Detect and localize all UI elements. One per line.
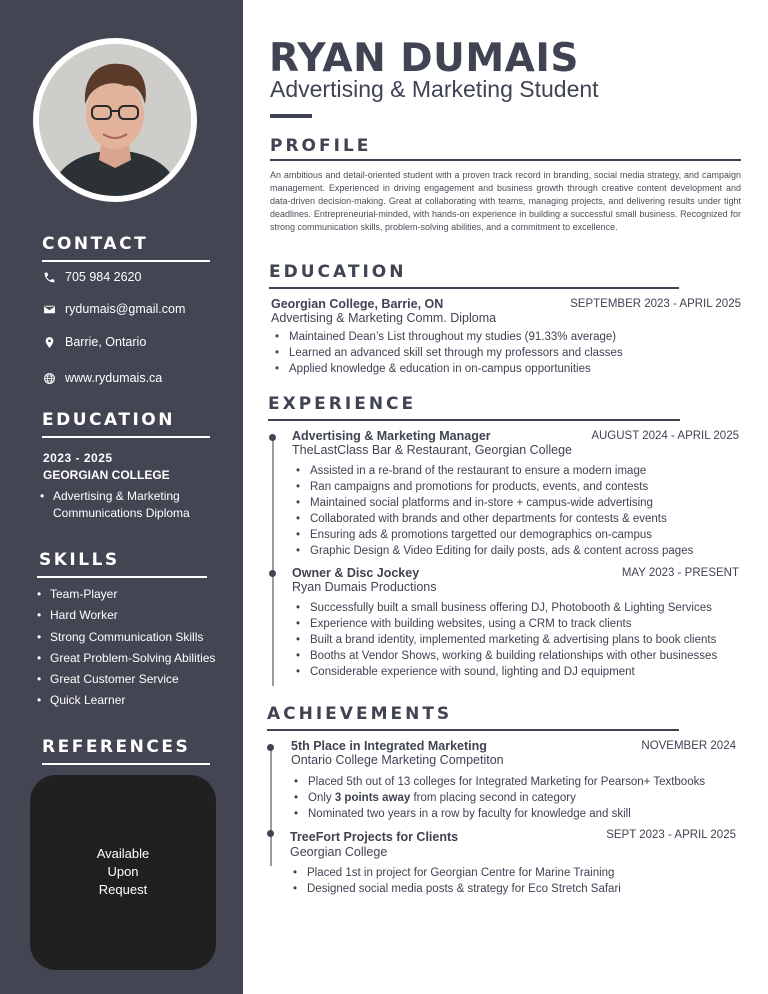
list-item: • Advertising & Marketing Communications Diploma [40,488,230,522]
contact-location [42,335,146,349]
skill-item: • Team-Player [37,586,237,607]
education-dates: SEPTEMBER 2023 - APRIL 2025 [570,298,741,310]
job-dates: AUGUST 2024 - APRIL 2025 [591,430,739,442]
job-title: Advertising & Marketing Manager [292,429,491,443]
education-school: Georgian College, Barrie, ON [271,297,444,311]
achievement-dates: NOVEMBER 2024 [641,740,736,752]
contact-heading: CONTACT [42,234,149,254]
sidebar-education-divider [42,436,210,438]
list-item: • Experience with building websites, using a CRM to track clients [292,616,717,632]
list-item: • Maintained social platforms and in-store + campus-wide advertising [292,495,693,511]
timeline-dot [269,570,276,577]
references-heading: REFERENCES [42,737,191,757]
achievements-divider [267,729,679,731]
achievement-bullets [290,774,705,822]
list-item: • Learned an advanced skill set through my professors and classes [271,345,623,361]
list-item: • Only 3 points away from placing second in category [290,790,705,806]
list-item: • Booths at Vendor Shows, working & building relationships with other businesses [292,648,717,664]
job-title: Owner & Disc Jockey [292,566,420,580]
candidate-title: Advertising & Marketing Student [270,76,599,102]
achievements-timeline [270,748,272,866]
person-portrait-icon [39,44,191,196]
contact-location-text: Barrie, Ontario [65,335,147,349]
education-program: Advertising & Marketing Comm. Diploma [271,311,497,325]
list-item: • Ensuring ads & promotions targetted our demographics on-campus [292,527,693,543]
list-item: • Assisted in a re-brand of the restaurant to ensure a modern image [292,463,693,479]
education-bullets [271,329,623,377]
sidebar-education-school: GEORGIAN COLLEGE [43,468,170,482]
phone-icon [42,270,56,284]
timeline-dot [269,434,276,441]
contact-phone[interactable] [42,270,141,284]
skill-item: • Great Problem-Solving Abilities [37,650,237,671]
profile-heading: PROFILE [270,136,372,156]
job-company: TheLastClass Bar & Restaurant, Georgian College [292,443,573,457]
contact-website-text: www.rydumais.ca [65,371,163,385]
contact-website[interactable] [42,371,162,385]
list-item: • Considerable experience with sound, lighting and DJ equipment [292,664,717,680]
list-item: • Built a brand identity, implemented marketing & advertising plans to book clients [292,632,717,648]
contact-phone-text: 705 984 2620 [65,270,142,284]
profile-photo-frame [33,38,197,202]
list-item: • Ran campaigns and promotions for products, events, and contests [292,479,693,495]
title-accent-bar [270,114,312,118]
achievement-dates: SEPT 2023 - APRIL 2025 [606,829,736,841]
skills-heading: SKILLS [39,550,120,570]
list-item: • Graphic Design & Video Editing for daily posts, ads & content across pages [292,543,693,559]
list-item: • Designed social media posts & strategy for Eco Stretch Safari [289,881,621,897]
experience-heading: EXPERIENCE [268,394,417,414]
globe-icon [42,371,56,385]
list-item: • Successfully built a small business offering DJ, Photobooth & Lighting Services [292,600,717,616]
sidebar-education-list [40,488,230,522]
list-item: • Placed 5th out of 13 colleges for Integrated Marketing for Pearson+ Textbooks [290,774,705,790]
skill-item: • Strong Communication Skills [37,629,237,650]
skills-divider [37,576,207,578]
education-heading: EDUCATION [269,262,407,282]
timeline-dot [267,744,274,751]
timeline-dot [267,830,274,837]
list-item: • Applied knowledge & education in on-campus opportunities [271,361,623,377]
job-dates: MAY 2023 - PRESENT [621,567,739,579]
list-item: • Placed 1st in project for Georgian Centre for Marine Training [289,865,621,881]
sidebar-education-years: 2023 - 2025 [43,451,113,465]
candidate-name: RYAN DUMAIS [269,36,579,81]
sidebar [0,0,243,994]
profile-text: An ambitious and detail-oriented student with a proven track record in branding, social media strategy, and campaign management. Experienced in driving engagement and business growth through creative content development and data-driven decision-making. Great at collaborating with teams, managing projects, and delivering results under tight deadlines. Entrepreneurial-minded, with hands-on experience in building a successful small business. Recognized for strong communication skills, problem-solving abilities, and a commitment to excellence. [270,170,741,232]
job-bullets [292,463,693,559]
achievement-title: TreeFort Projects for Clients [290,830,459,844]
list-item: • Collaborated with brands and other departments for contests & events [292,511,693,527]
location-pin-icon [42,335,56,349]
job-bullets [292,600,717,680]
contact-email[interactable] [42,302,185,316]
list-item: • Nominated two years in a row by faculty for knowledge and skill [290,806,705,822]
contact-divider [42,260,210,262]
skill-item: • Quick Learner [37,692,237,713]
achievement-title: 5th Place in Integrated Marketing [291,739,487,753]
achievement-bullets [289,865,621,897]
experience-divider [268,419,680,421]
education-divider [269,287,679,289]
list-item: • Maintained Dean’s List throughout my studies (91.33% average) [271,329,623,345]
sidebar-education-heading: EDUCATION [42,410,175,430]
profile-divider [270,159,741,161]
achievements-heading: ACHIEVEMENTS [267,704,453,724]
achievement-org: Ontario College Marketing Competiton [291,753,504,767]
email-icon [42,302,56,316]
job-company: Ryan Dumais Productions [292,580,437,594]
skills-list [37,586,237,714]
achievement-org: Georgian College [290,845,388,859]
skill-item: • Hard Worker [37,607,237,628]
profile-photo [39,44,191,196]
contact-email-text: rydumais@gmail.com [65,302,186,316]
experience-timeline [272,438,274,686]
references-text: Available Upon Request [96,846,150,897]
skill-item: • Great Customer Service [37,671,237,692]
references-divider [42,763,210,765]
